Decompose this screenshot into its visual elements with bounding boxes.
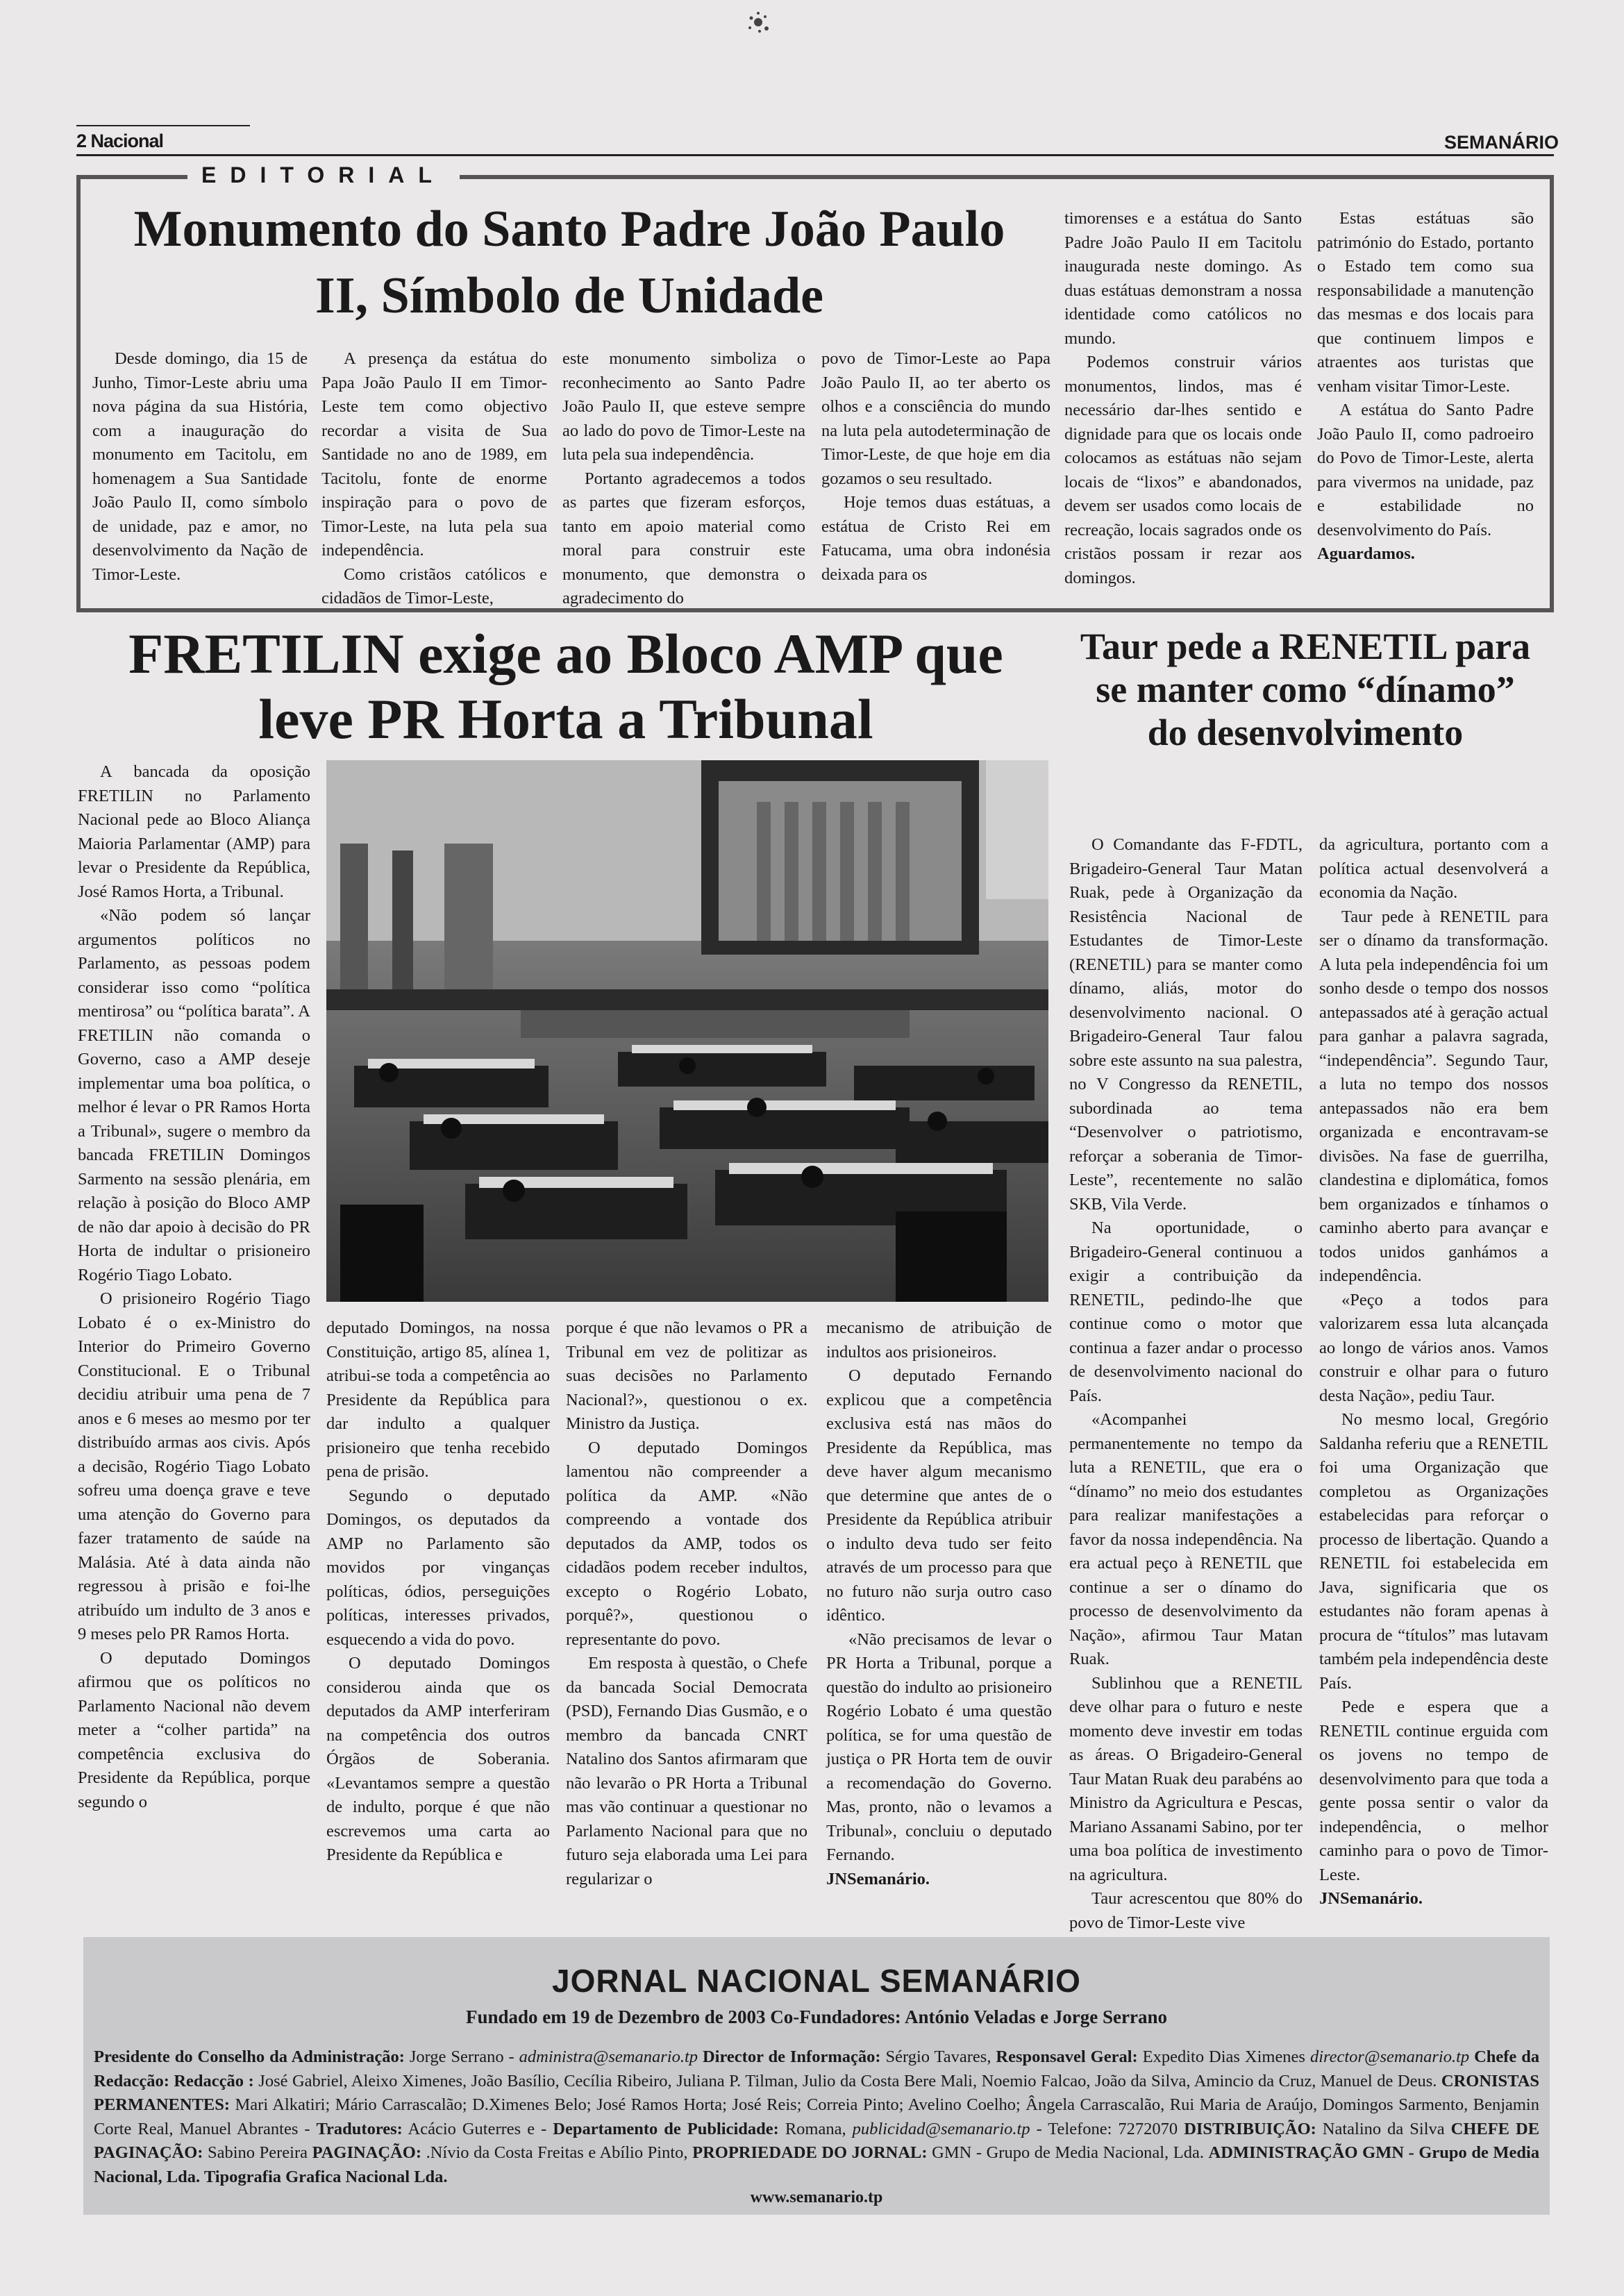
taur-column: O Comandante das F-FDTL, Brigadeiro-General Taur Matan Ruak, pede à Organização da Resistência Nacional de Estudantes de Timor-Leste (RENETIL) para se manter como dínamo, aliás, motor do desenvolvimento nacional. O Brigadeiro-General Taur falou sobre este assunto na sua palestra, no V Congresso da RENETIL, subordinada ao tema “Desenvolver o patriotismo, reforçar a soberania de Timor-Leste”, recentemente no salão SKB, Vila Verde. Na oportunidade, o Brigadeiro-General continuou a exigir a contribuição da RENETIL, pedindo-lhe que continue como o motor que continua a fazer andar o processo de desenvolvimento nacional do País. «Acompanhei permanentemente no tempo da luta a RENETIL, que era o “dínamo” no meio dos estudantes para realizar manifestações a favor da nossa independência. Na era actual peço à RENETIL que continue a ser o dínamo do processo de desenvolvimento da Nação», afirmou Taur Matan Ruak. Sublinhou que a RENETIL deve olhar para o futuro e neste momento deve investir em todas as áreas. O Brigadeiro-General Taur Matan Ruak deu parabéns ao Ministro da Agricultura e Pescas, Mariano Assanami Sabino, por ter uma boa política de investimento na agricultura. Taur acrescentou que 80% do povo de Timor-Leste vive <box>1069 835 1303 1932</box>
editorial-column: povo de Timor-Leste ao Papa João Paulo II, ao ter aberto os olhos e a consciência do mundo na luta pela autodeterminação de Timor-Leste, de que hoje em dia gozamos o seu resultado. Hoje temos duas estátuas, a estátua de Cristo Rei em Fatucama, uma obra indonésia deixada para os <box>821 349 1050 584</box>
taur-signoff: JNSemanário. <box>1319 1889 1423 1908</box>
credit-entry: Chefe da Redacção: Redacção : José Gabriel, Aleixo Ximenes, João Basílio, Cecília Ribeiro, Juliana P. Tilman, Julio da Costa Bere Mali, Noemio Falcao, João da Silva, Amincio da Cruz, Manuel de Deus. <box>94 2047 1540 2090</box>
editorial-column: este monumento simboliza o reconhecimento ao Santo Padre João Paulo II, que esteve sempre ao lado do povo de Timor-Leste na luta pela sua independência. Portanto agradecemos a todos as partes que fizeram esforços, tanto em apoio material como moral para construir este monumento, que demonstra o agradecimento do <box>562 349 805 607</box>
credit-entry: CRONISTAS PERMANENTES: Mari Alkatiri; Mário Carrascalão; D.Ximenes Belo; José Ramos Horta; José Reis; Correia Pinto; Avelino Coelho; Ângela Carrascalão, Rui Maria de Araújo, Domingos Sarmento, Benjamin Corte Real, Manuel Abrantes - <box>94 2071 1540 2138</box>
fretilin-column: deputado Domingos, na nossa Constituição, artigo 85, alínea 1, atribui-se toda a competência ao Presidente da República para dar indulto a qualquer prisioneiro que tenha recebido pena de prisão. Segundo o deputado Domingos, os deputados da AMP no Parlamento são movidos por vinganças políticas, ódios, perseguições políticas, interesses privados, esquecendo a vida do povo. O deputado Domingos considerou ainda que os deputados da AMP interferiram na competência dos outros Órgãos de Soberania. «Levantamos sempre a questão de indulto, porque é que não escrevemos uma carta ao Presidente da República e <box>326 1318 550 1864</box>
credit-entry: Director de Informação: Sérgio Tavares, <box>702 2047 991 2066</box>
credit-entry: Presidente do Conselho da Administração: Jorge Serrano - administra@semanario.tp <box>94 2047 698 2066</box>
credit-entry: Departamento de Publicidade: Romana, publicidad@semanario.tp - Telefone: 7272070 <box>553 2119 1178 2138</box>
fretilin-column: A bancada da oposição FRETILIN no Parlamento Nacional pede ao Bloco Aliança Maioria Parlamentar (AMP) para levar o Presidente da República, José Ramos Horta, a Tribunal. «Não podem só lançar argumentos políticos no Parlamento, as pessoas podem considerar isso como “política mentirosa” ou “política barata”. A FRETILIN não comanda o Governo, caso a AMP deseje implementar uma boa política, o melhor é levar o PR Ramos Horta a Tribunal», sugere o membro da bancada FRETILIN Domingos Sarmento na sessão plenária, em relação à posição do Bloco AMP de não dar apoio à decisão do PR Horta de indultar o prisioneiro Rogério Tiago Lobato. O prisioneiro Rogério Tiago Lobato é o ex-Ministro do Interior do Primeiro Governo Constitucional. E o Tribunal decidiu atribuir uma pena de 7 anos e 6 meses ao mesmo por ter distribuído armas aos civis. Após a decisão, Rogério Tiago Lobato sofreu uma doença grave e teve uma atenção do Governo para fazer tratamento de saúde na Malásia. Até à data ainda não regressou à prisão e foi-lhe atribuído um indulto de 3 anos e 9 meses pelo PR Ramos Horta. O deputado Domingos afirmou que os políticos no Parlamento Nacional não devem meter a “colher partida” na competência exclusiva do Presidente da República, porque segundo o <box>78 762 310 1811</box>
editorial-column: Estas estátuas são património do Estado, portanto o Estado tem como sua responsabilidade a manutenção das mesmas e dos locais para que continuem limpos e atraentes aos turistas que venham visitar Timor-Leste. A estátua do Santo Padre João Paulo II, como padroeiro do Povo de Timor-Leste, alerta para vivermos na unidade, paz e estabilidade no desenvolvimento do País. Aguardamos. <box>1317 207 1534 567</box>
ink-blot-icon <box>744 10 772 35</box>
credit-entry: DISTRIBUIÇÃO: Natalino da Silva <box>1184 2119 1445 2138</box>
masthead-credits <box>94 2045 1539 2189</box>
editorial-column: timorenses e a estátua do Santo Padre João Paulo II em Tacitolu inaugurada neste domingo. As duas estátuas demonstram a nossa identidade como católicos no mundo. Podemos construir vários monumentos, lindos, mas é necessário dar-lhes sentido e dignidade para que os locais onde colocamos as estátuas não sejam locais de “lixos” e abandonados, devem ser usados como locais de recreação, locais sagrados onde os cristãos possam ir rezar aos domingos. <box>1064 209 1302 587</box>
page-section: 2 Nacional <box>76 131 164 151</box>
fretilin-headline: FRETILIN exige ao Bloco AMP que leve PR Horta a Tribunal <box>128 622 1003 751</box>
email-link[interactable]: director@semanario.tp <box>1309 2047 1470 2066</box>
paper-name: SEMANÁRIO <box>1444 132 1559 153</box>
editorial-signoff: Aguardamos. <box>1317 544 1415 563</box>
credit-entry: Tradutores: Acácio Guterres e - <box>316 2119 547 2138</box>
parliament-photo <box>326 760 1048 1302</box>
credit-entry: PROPRIEDADE DO JORNAL: GMN - Grupo de Media Nacional, Lda. <box>692 2143 1204 2162</box>
editorial-column: A presença da estátua do Papa João Paulo II em Timor-Leste tem como objectivo recordar a visita de Sua Santidade no ano de 1989, em Tacitolu, fonte de enorme inspiração para o povo de Timor-Leste, na luta pela sua independência. Como cristãos católicos e cidadãos de Timor-Leste, <box>321 349 547 607</box>
credit-entry: Responsavel Geral: Expedito Dias Ximenes director@semanario.tp <box>996 2047 1470 2066</box>
email-link[interactable]: publicidad@semanario.tp <box>852 2119 1030 2138</box>
website-link[interactable]: www.semanario.tp <box>750 2188 883 2206</box>
taur-headline: Taur pede a RENETIL para se manter como “dínamo” do desenvolvimento <box>1080 626 1531 753</box>
email-link[interactable]: administra@semanario.tp <box>519 2047 698 2066</box>
credit-entry: CHEFE DE PAGINAÇÃO: Sabino Pereira <box>94 2119 1540 2162</box>
header-rule <box>76 154 1554 156</box>
fretilin-column: porque é que não levamos o PR a Tribunal em vez de politizar as suas decisões no Parlamento Nacional?», questionou o ex. Ministro da Justiça. O deputado Domingos lamentou não compreender a política da AMP. «Não compreendo a vontade dos deputados da AMP, todos os cidadãos podem receber indultos, excepto o Rogério Lobato, porquê?», questionou o representante do povo. Em resposta à questão, o Chefe da bancada Social Democrata (PSD), Fernando Dias Gusmão, e o membro da bancada CNRT Natalino dos Santos afirmaram que não levarão o PR Horta a Tribunal mas vão continuar a questionar no Parlamento Nacional para que no futuro seja elaborada uma Lei para regularizar o <box>566 1318 807 1888</box>
header-short-rule <box>76 125 250 126</box>
masthead-subtitle: Fundado em 19 de Dezembro de 2003 Co-Fundadores: António Veladas e Jorge Serrano <box>465 2006 1168 2027</box>
editorial-label: EDITORIAL <box>187 162 460 188</box>
taur-column: da agricultura, portanto com a política actual desenvolverá a economia da Nação. Taur pede à RENETIL para ser o dínamo da transformação. A luta pela independência foi um sonho desde o tempo dos nossos antepassados até à geração actual para ganhar a palavra sagrada, “independência”. Segundo Taur, a luta no tempo dos nossos antepassados não era bem organizada e encontravam-se divisões. Na fase de guerrilha, clandestina e diplomática, fomos bem organizados e tínhamos o caminho aberto para avançar e todos unidos ganhámos a independência. «Peço a todos para valorizarem essa luta alcançada ao longo de vários anos. Vamos construir e olhar para o futuro desta Nação», pediu Taur. No mesmo local, Gregório Saldanha referiu que a RENETIL foi uma Organização que completou as Organizações estabelecidas para reforçar o processo de libertação. Quando a RENETIL foi estabelecida em Java, significaria que os estudantes não foram apenas à procura de “títulos” mas lutavam também pela independência deste País. Pede e espera que a RENETIL continue erguida com os jovens no tempo de desenvolvimento para que toda a gente possa sentir o valor da independência, o melhor caminho para o povo de Timor-Leste. JNSemanário. <box>1319 833 1548 1911</box>
masthead-title: JORNAL NACIONAL SEMANÁRIO <box>552 1963 1081 1999</box>
fretilin-column: mecanismo de atribuição de indultos aos prisioneiros. O deputado Fernando explicou que a competência exclusiva está nas mãos do Presidente da República, mas deve haver algum mecanismo que determine que antes de o Presidente da República atribuir o indulto deva tudo ser feito através de um processo para que no futuro não surja outro caso idêntico. «Não precisamos de levar o PR Horta a Tribunal, porque a questão do indulto ao prisioneiro Rogério Lobato é uma questão política, se for uma questão de justiça o PR Horta tem de ouvir a recomendação do Governo. Mas, pronto, não o levamos a Tribunal», concluiu o deputado Fernando. JNSemanário. <box>826 1316 1052 1891</box>
editorial-column: Desde domingo, dia 15 de Junho, Timor-Leste abriu uma nova página da sua História, com a inauguração do monumento em Tacitolu, em homenagem a Sua Santidade João Paulo II, como símbolo de unidade, paz e amor, no desenvolvimento da Nação de Timor-Leste. <box>92 349 308 584</box>
credit-entry: PAGINAÇÃO: .Nívio da Costa Freitas e Abílio Pinto, <box>312 2143 688 2162</box>
fretilin-signoff: JNSemanário. <box>826 1869 930 1888</box>
editorial-title: Monumento do Santo Padre João Paulo II, Símbolo de Unidade <box>133 201 1005 324</box>
credit-entry: ADMINISTRAÇÃO GMN - Grupo de Media Nacional, Lda. Tipografia Grafica Nacional Lda. <box>94 2143 1540 2186</box>
